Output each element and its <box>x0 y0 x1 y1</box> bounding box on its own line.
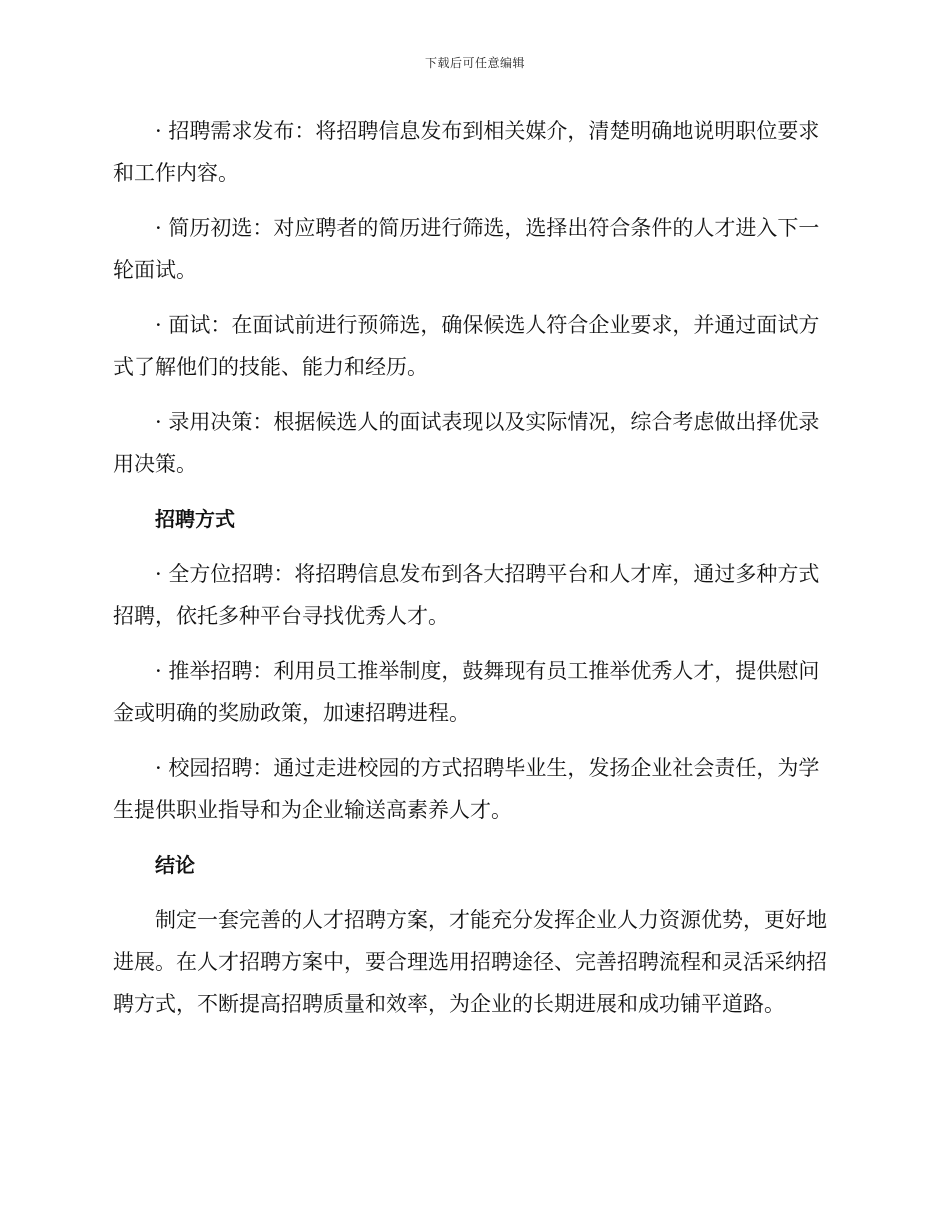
paragraph-interview: · 面试：在面试前进行预筛选，确保候选人符合企业要求，并通过面试方式了解他们的技能、能力和经历。 <box>113 313 820 379</box>
paragraph-referral-recruit: · 推举招聘：利用员工推举制度，鼓舞现有员工推举优秀人才，提供慰问金或明确的奖励政策，加速招聘进程。 <box>113 659 820 725</box>
paragraph-all-round-recruit: · 全方位招聘：将招聘信息发布到各大招聘平台和人才库，通过多种方式招聘，依托多种平台寻找优秀人才。 <box>113 562 820 628</box>
paragraph-campus-recruit: · 校园招聘：通过走进校园的方式招聘毕业生，发扬企业社会责任，为学生提供职业指导和为企业输送高素养人才。 <box>113 756 820 822</box>
paragraph-demand-publish: · 招聘需求发布：将招聘信息发布到相关媒介，清楚明确地说明职位要求和工作内容。 <box>113 119 820 185</box>
document-body <box>113 110 831 1038</box>
section-heading-recruit-methods: 招聘方式 <box>155 507 235 531</box>
paragraph-resume-screening: · 简历初选：对应聘者的简历进行筛选，选择出符合条件的人才进入下一轮面试。 <box>113 216 820 282</box>
paragraph-hiring-decision: · 录用决策：根据候选人的面试表现以及实际情况，综合考虑做出择优录用决策。 <box>113 410 820 476</box>
section-heading-conclusion: 结论 <box>155 853 195 877</box>
page-header: 下载后可任意编辑 <box>424 56 525 70</box>
paragraph-conclusion: 制定一套完善的人才招聘方案，才能充分发挥企业人力资源优势，更好地进展。在人才招聘方案中，要合理选用招聘途径、完善招聘流程和灵活采纳招聘方式，不断提高招聘质量和效率，为企业的长期进展和成功铺平道路。 <box>113 908 827 1016</box>
